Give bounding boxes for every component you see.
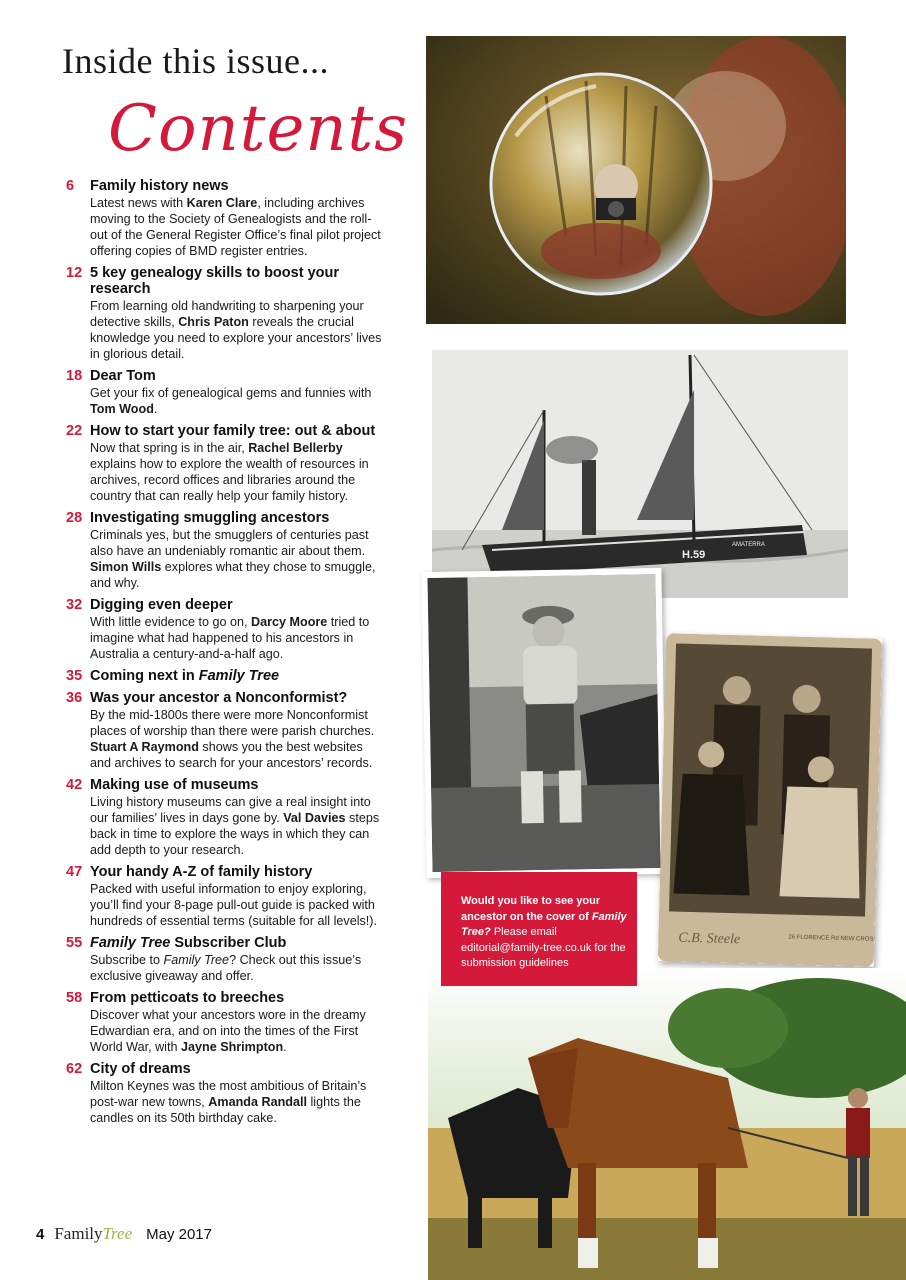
toc-title: Family history news bbox=[90, 178, 229, 194]
toc-desc-text: Subscribe to bbox=[90, 953, 164, 967]
toc-page-number: 47 bbox=[66, 864, 83, 880]
toc-desc-text: Now that spring is in the air, bbox=[90, 441, 249, 455]
toc-title: City of dreams bbox=[90, 1061, 191, 1077]
toc-title: How to start your family tree: out & about bbox=[90, 423, 376, 439]
toc-desc-text: Milton Keynes was the most ambitious of Britain’s post-war new towns, bbox=[90, 1079, 367, 1109]
toc-desc-text: By the mid-1800s there were more Nonconformist places of worship than there were parish churches. bbox=[90, 708, 375, 738]
toc-title: Was your ancestor a Nonconformist? bbox=[90, 690, 348, 706]
contents-title: Contents bbox=[108, 92, 409, 166]
toc-title bbox=[90, 935, 386, 951]
toc-description bbox=[90, 440, 386, 504]
toc-title: From petticoats to breeches bbox=[90, 990, 285, 1006]
toc-description bbox=[90, 1007, 386, 1055]
toc-page-number: 62 bbox=[66, 1061, 83, 1077]
toc-author: Val Davies bbox=[283, 811, 346, 825]
toc-entry[interactable] bbox=[66, 178, 386, 259]
ship-number-label: H.59 bbox=[682, 549, 706, 561]
magazine-logo bbox=[54, 1224, 132, 1244]
toc-page-number: 6 bbox=[66, 178, 75, 194]
toc-page-number: 58 bbox=[66, 990, 83, 1006]
toc-desc-italic: Family Tree bbox=[163, 953, 230, 967]
toc-description bbox=[90, 614, 386, 662]
toc-desc-text: Discover what your ancestors wore in the dreamy Edwardian era, and on into the times of the First World War, with bbox=[90, 1008, 366, 1054]
toc-author: Amanda Randall bbox=[208, 1095, 307, 1109]
toc-page-number: 28 bbox=[66, 510, 83, 526]
toc-description bbox=[90, 794, 386, 858]
issue-date: May 2017 bbox=[146, 1226, 212, 1243]
cover-submission-callout bbox=[441, 872, 637, 986]
toc-page-number: 55 bbox=[66, 935, 83, 951]
toc-description bbox=[90, 195, 386, 259]
toc-desc-text: shows you the best websites and archives to search for your ancestors’ records. bbox=[90, 740, 373, 770]
issue-heading: Inside this issue... bbox=[62, 41, 329, 81]
toc-desc-text: With little evidence to go on, bbox=[90, 615, 252, 629]
family-portrait-photo bbox=[658, 633, 883, 967]
toc-author: Rachel Bellerby bbox=[248, 441, 343, 455]
studio-signature: C.B. Steele bbox=[678, 930, 741, 948]
toc-title-italic: Family Tree bbox=[90, 935, 171, 951]
toc-title: Investigating smuggling ancestors bbox=[90, 510, 330, 526]
ship-name-label: AMATERRA bbox=[732, 542, 765, 548]
toc-desc-text: explores what they chose to smuggle, and why. bbox=[90, 560, 376, 590]
toc-desc-text: Packed with useful information to enjoy exploring, you’ll find your 8-page pull-out guide is packed with hundreds of essential terms (suitable for all levels!). bbox=[90, 882, 377, 928]
table-of-contents bbox=[66, 178, 386, 1132]
toc-page-number: 35 bbox=[66, 668, 83, 684]
callout-lead: Would you like to see your ancestor on the cover of bbox=[461, 895, 601, 923]
toc-entry[interactable] bbox=[66, 864, 386, 929]
toc-author: Jayne Shrimpton bbox=[180, 1040, 284, 1054]
toc-entry[interactable] bbox=[66, 368, 386, 417]
toc-desc-text: From learning old handwriting to sharpening your detective skills, bbox=[90, 299, 364, 329]
callout-rest: Please email editorial@family-tree.co.uk for the submission guidelines bbox=[461, 926, 626, 969]
toc-entry[interactable] bbox=[66, 510, 386, 591]
toc-desc-text: tried to imagine what had happened to his ancestors in Australia a century-and-a-half ago. bbox=[90, 615, 370, 661]
crystal-ball-photo bbox=[426, 36, 846, 324]
toc-author: Stuart A Raymond bbox=[90, 740, 199, 754]
toc-description bbox=[90, 527, 386, 591]
toc-entry[interactable] bbox=[66, 597, 386, 662]
toc-desc-text: Latest news with bbox=[90, 196, 187, 210]
toc-title: Digging even deeper bbox=[90, 597, 233, 613]
toc-title: Dear Tom bbox=[90, 368, 156, 384]
toc-desc-text: lights the candles on its 50th birthday cake. bbox=[90, 1095, 361, 1125]
toc-desc-text: . bbox=[283, 1040, 287, 1054]
toc-description bbox=[90, 707, 386, 771]
toc-desc-text: explains how to explore the wealth of resources in archives, record offices and libraries around the country that can really help your family history. bbox=[90, 457, 369, 503]
fisherman-photo bbox=[421, 568, 666, 878]
toc-desc-text: Living history museums can give a real insight into our families’ lives in days gone by. bbox=[90, 795, 371, 825]
toc-title-text: Coming next in bbox=[90, 668, 199, 684]
steam-trawler-photo bbox=[432, 350, 848, 598]
toc-author: Tom Wood bbox=[90, 402, 154, 416]
toc-entry[interactable] bbox=[66, 935, 386, 984]
logo-tree: Tree bbox=[102, 1224, 133, 1243]
toc-description bbox=[90, 385, 386, 417]
toc-description bbox=[90, 952, 386, 984]
toc-page-number: 12 bbox=[66, 265, 83, 281]
toc-description bbox=[90, 298, 386, 362]
toc-entry[interactable] bbox=[66, 668, 386, 684]
toc-desc-text: Criminals yes, but the smugglers of centuries past also have an undeniably romantic air about them. bbox=[90, 528, 369, 558]
toc-description bbox=[90, 1078, 386, 1126]
toc-page-number: 22 bbox=[66, 423, 83, 439]
toc-entry[interactable] bbox=[66, 1061, 386, 1126]
toc-author: Darcy Moore bbox=[251, 615, 328, 629]
logo-family: Family bbox=[54, 1224, 103, 1243]
toc-entry[interactable] bbox=[66, 690, 386, 771]
toc-desc-text: Get your fix of genealogical gems and funnies with bbox=[90, 386, 372, 400]
studio-address: 26 FLORENCE Rd NEW CROSS bbox=[788, 934, 878, 943]
toc-entry[interactable] bbox=[66, 265, 386, 362]
toc-page-number: 36 bbox=[66, 690, 83, 706]
toc-author: Karen Clare bbox=[186, 196, 258, 210]
toc-entry[interactable] bbox=[66, 990, 386, 1055]
toc-title bbox=[90, 668, 386, 684]
toc-author: Chris Paton bbox=[178, 315, 249, 329]
toc-page-number: 42 bbox=[66, 777, 83, 793]
toc-title: Your handy A-Z of family history bbox=[90, 864, 313, 880]
shire-horses-photo bbox=[428, 968, 906, 1280]
toc-desc-text: . bbox=[153, 402, 158, 416]
toc-entry[interactable] bbox=[66, 423, 386, 504]
toc-entry[interactable] bbox=[66, 777, 386, 858]
toc-title-italic: Family Tree bbox=[198, 668, 280, 684]
toc-desc-text: , including archives moving to the Society of Genealogists and the roll-out of the General Register Office’s final pilot project offering copies of BMD register entries. bbox=[90, 196, 381, 258]
toc-page-number: 32 bbox=[66, 597, 83, 613]
page-footer bbox=[36, 1224, 212, 1244]
callout-magazine: Family Tree? bbox=[461, 910, 627, 938]
toc-author: Simon Wills bbox=[90, 560, 162, 574]
toc-page-number: 18 bbox=[66, 368, 83, 384]
toc-title-text: Subscriber Club bbox=[170, 935, 287, 951]
toc-desc-text: steps back in time to explore the ways in which they can add depth to your research. bbox=[90, 811, 380, 857]
page-number: 4 bbox=[36, 1226, 45, 1243]
toc-desc-text: reveals the crucial knowledge you need to explore your ancestors’ lives in glorious detail. bbox=[90, 315, 382, 361]
toc-title: Making use of museums bbox=[90, 777, 259, 793]
toc-title: 5 key genealogy skills to boost your research bbox=[90, 265, 339, 297]
toc-description bbox=[90, 881, 386, 929]
toc-desc-text: ? Check out this issue’s exclusive giveaway and offer. bbox=[90, 953, 362, 983]
